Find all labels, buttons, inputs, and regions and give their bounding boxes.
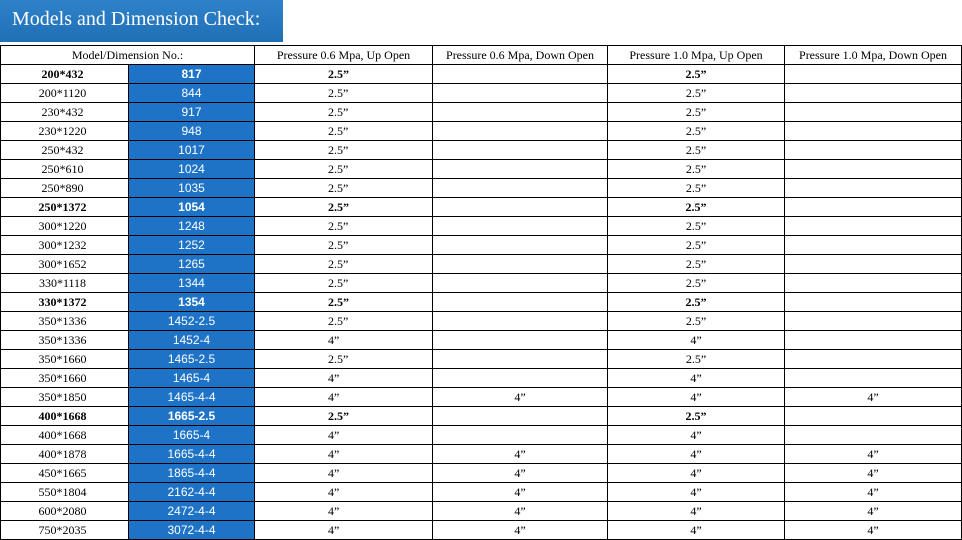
cell-p06-up: 2.5” — [255, 141, 433, 160]
cell-p06-down: 4” — [433, 445, 608, 464]
cell-model: 600*2080 — [1, 502, 129, 521]
cell-model: 250*890 — [1, 179, 129, 198]
cell-p10-down — [785, 426, 962, 445]
cell-model: 400*1878 — [1, 445, 129, 464]
cell-p06-up: 2.5” — [255, 84, 433, 103]
cell-dimension: 1252 — [129, 236, 255, 255]
cell-p10-up: 2.5” — [608, 274, 785, 293]
cell-model: 300*1220 — [1, 217, 129, 236]
table-row — [1, 122, 962, 141]
table-row — [1, 483, 962, 502]
models-dimension-table — [0, 45, 962, 540]
table-row — [1, 255, 962, 274]
cell-dimension: 917 — [129, 103, 255, 122]
cell-p10-up: 2.5” — [608, 122, 785, 141]
cell-p06-up: 2.5” — [255, 293, 433, 312]
cell-p06-down — [433, 255, 608, 274]
cell-p06-up: 2.5” — [255, 407, 433, 426]
cell-p10-up: 2.5” — [608, 255, 785, 274]
cell-p06-down — [433, 198, 608, 217]
cell-dimension: 1354 — [129, 293, 255, 312]
cell-p10-down: 4” — [785, 445, 962, 464]
cell-dimension: 3072-4-4 — [129, 521, 255, 540]
cell-p06-down — [433, 65, 608, 84]
cell-p06-up: 4” — [255, 331, 433, 350]
cell-dimension: 1248 — [129, 217, 255, 236]
table-row — [1, 141, 962, 160]
cell-p06-down — [433, 331, 608, 350]
cell-model: 350*1850 — [1, 388, 129, 407]
cell-dimension: 1054 — [129, 198, 255, 217]
cell-p10-up: 4” — [608, 331, 785, 350]
cell-p10-up: 4” — [608, 369, 785, 388]
cell-p06-up: 2.5” — [255, 198, 433, 217]
cell-p06-down — [433, 217, 608, 236]
cell-dimension: 1665-4-4 — [129, 445, 255, 464]
cell-p10-up: 2.5” — [608, 103, 785, 122]
cell-p06-up: 2.5” — [255, 65, 433, 84]
cell-p10-down — [785, 331, 962, 350]
cell-p10-down — [785, 217, 962, 236]
cell-p10-up: 2.5” — [608, 312, 785, 331]
cell-p06-down — [433, 293, 608, 312]
table-row — [1, 388, 962, 407]
cell-p06-down — [433, 122, 608, 141]
table-row — [1, 198, 962, 217]
cell-p06-up: 4” — [255, 445, 433, 464]
cell-p06-down: 4” — [433, 388, 608, 407]
cell-model: 350*1660 — [1, 350, 129, 369]
cell-p10-up: 4” — [608, 483, 785, 502]
cell-p10-down: 4” — [785, 502, 962, 521]
table-row — [1, 217, 962, 236]
cell-p10-up: 4” — [608, 521, 785, 540]
cell-p10-down: 4” — [785, 483, 962, 502]
cell-p06-up: 4” — [255, 502, 433, 521]
cell-p06-down — [433, 426, 608, 445]
cell-p06-down: 4” — [433, 483, 608, 502]
cell-p10-up: 2.5” — [608, 198, 785, 217]
table-row — [1, 521, 962, 540]
table-body — [1, 65, 962, 540]
cell-model: 200*432 — [1, 65, 129, 84]
cell-dimension: 1465-4-4 — [129, 388, 255, 407]
cell-p10-up: 2.5” — [608, 160, 785, 179]
cell-dimension: 817 — [129, 65, 255, 84]
cell-p10-up: 2.5” — [608, 84, 785, 103]
cell-dimension: 1465-2.5 — [129, 350, 255, 369]
cell-p10-down — [785, 255, 962, 274]
cell-p10-down — [785, 274, 962, 293]
header-p06-up: Pressure 0.6 Mpa, Up Open — [255, 46, 433, 65]
cell-p06-down: 4” — [433, 521, 608, 540]
table-row — [1, 103, 962, 122]
cell-p10-down — [785, 198, 962, 217]
cell-model: 250*610 — [1, 160, 129, 179]
cell-p06-up: 4” — [255, 521, 433, 540]
table-row — [1, 331, 962, 350]
cell-model: 350*1336 — [1, 312, 129, 331]
cell-p10-up: 2.5” — [608, 407, 785, 426]
cell-p06-up: 2.5” — [255, 255, 433, 274]
cell-dimension: 1452-4 — [129, 331, 255, 350]
cell-p10-up: 2.5” — [608, 179, 785, 198]
cell-p10-down — [785, 236, 962, 255]
cell-dimension: 1265 — [129, 255, 255, 274]
cell-p10-up: 2.5” — [608, 350, 785, 369]
table-row — [1, 445, 962, 464]
cell-p10-down — [785, 103, 962, 122]
cell-p06-down — [433, 141, 608, 160]
cell-p06-up: 4” — [255, 388, 433, 407]
cell-p10-down — [785, 160, 962, 179]
cell-p10-down — [785, 179, 962, 198]
cell-p10-up: 2.5” — [608, 217, 785, 236]
cell-dimension: 1665-2.5 — [129, 407, 255, 426]
cell-p06-up: 4” — [255, 369, 433, 388]
cell-p10-down — [785, 407, 962, 426]
table-row — [1, 312, 962, 331]
cell-dimension: 844 — [129, 84, 255, 103]
cell-dimension: 948 — [129, 122, 255, 141]
cell-p10-down: 4” — [785, 521, 962, 540]
cell-p10-up: 4” — [608, 464, 785, 483]
cell-dimension: 1035 — [129, 179, 255, 198]
cell-p10-down — [785, 350, 962, 369]
cell-p06-down — [433, 236, 608, 255]
cell-p06-down — [433, 160, 608, 179]
table-row — [1, 464, 962, 483]
cell-dimension: 1024 — [129, 160, 255, 179]
cell-p10-up: 4” — [608, 445, 785, 464]
cell-p10-down — [785, 122, 962, 141]
cell-p10-down — [785, 65, 962, 84]
cell-model: 300*1232 — [1, 236, 129, 255]
cell-dimension: 1865-4-4 — [129, 464, 255, 483]
cell-p10-up: 4” — [608, 502, 785, 521]
cell-p06-up: 2.5” — [255, 350, 433, 369]
cell-p06-down: 4” — [433, 502, 608, 521]
cell-dimension: 1017 — [129, 141, 255, 160]
cell-model: 350*1660 — [1, 369, 129, 388]
cell-p06-down — [433, 407, 608, 426]
cell-p10-up: 4” — [608, 426, 785, 445]
cell-p06-down — [433, 84, 608, 103]
cell-p10-down — [785, 312, 962, 331]
cell-p10-up: 2.5” — [608, 236, 785, 255]
cell-dimension: 2162-4-4 — [129, 483, 255, 502]
cell-model: 250*432 — [1, 141, 129, 160]
cell-dimension: 1465-4 — [129, 369, 255, 388]
cell-model: 400*1668 — [1, 407, 129, 426]
cell-dimension: 1344 — [129, 274, 255, 293]
cell-p06-down — [433, 312, 608, 331]
table-row — [1, 160, 962, 179]
cell-p10-down — [785, 141, 962, 160]
header-model-dimension: Model/Dimension No.: — [1, 46, 255, 65]
cell-p10-down — [785, 84, 962, 103]
cell-p10-down — [785, 293, 962, 312]
header-p06-down: Pressure 0.6 Mpa, Down Open — [433, 46, 608, 65]
cell-p10-up: 2.5” — [608, 65, 785, 84]
cell-model: 330*1118 — [1, 274, 129, 293]
cell-p10-down: 4” — [785, 388, 962, 407]
cell-model: 330*1372 — [1, 293, 129, 312]
page-title: Models and Dimension Check: — [0, 0, 283, 42]
cell-p06-up: 2.5” — [255, 312, 433, 331]
cell-p06-up: 2.5” — [255, 236, 433, 255]
cell-model: 230*432 — [1, 103, 129, 122]
cell-model: 750*2035 — [1, 521, 129, 540]
header-p10-up: Pressure 1.0 Mpa, Up Open — [608, 46, 785, 65]
cell-p10-down — [785, 369, 962, 388]
table-row — [1, 502, 962, 521]
cell-model: 550*1804 — [1, 483, 129, 502]
cell-p10-down: 4” — [785, 464, 962, 483]
cell-model: 250*1372 — [1, 198, 129, 217]
cell-p06-up: 2.5” — [255, 103, 433, 122]
cell-p10-up: 2.5” — [608, 293, 785, 312]
cell-p06-down — [433, 274, 608, 293]
cell-p10-up: 2.5” — [608, 141, 785, 160]
cell-p06-up: 2.5” — [255, 274, 433, 293]
cell-dimension: 2472-4-4 — [129, 502, 255, 521]
table-header-row — [1, 46, 962, 65]
table-row — [1, 65, 962, 84]
cell-p10-up: 4” — [608, 388, 785, 407]
table-row — [1, 84, 962, 103]
cell-p06-down — [433, 350, 608, 369]
table-row — [1, 179, 962, 198]
cell-p06-down — [433, 179, 608, 198]
table-row — [1, 369, 962, 388]
cell-model: 230*1220 — [1, 122, 129, 141]
cell-p06-up: 2.5” — [255, 160, 433, 179]
cell-model: 200*1120 — [1, 84, 129, 103]
table-row — [1, 350, 962, 369]
table-row — [1, 426, 962, 445]
table-row — [1, 407, 962, 426]
cell-model: 350*1336 — [1, 331, 129, 350]
cell-p06-up: 2.5” — [255, 217, 433, 236]
table-row — [1, 236, 962, 255]
cell-p06-up: 4” — [255, 426, 433, 445]
cell-dimension: 1452-2.5 — [129, 312, 255, 331]
header-p10-down: Pressure 1.0 Mpa, Down Open — [785, 46, 962, 65]
cell-p06-up: 2.5” — [255, 179, 433, 198]
cell-p06-down: 4” — [433, 464, 608, 483]
cell-model: 400*1668 — [1, 426, 129, 445]
cell-model: 300*1652 — [1, 255, 129, 274]
cell-dimension: 1665-4 — [129, 426, 255, 445]
cell-p06-up: 4” — [255, 464, 433, 483]
cell-model: 450*1665 — [1, 464, 129, 483]
cell-p06-up: 4” — [255, 483, 433, 502]
cell-p06-up: 2.5” — [255, 122, 433, 141]
table-row — [1, 274, 962, 293]
cell-p06-down — [433, 369, 608, 388]
cell-p06-down — [433, 103, 608, 122]
table-row — [1, 293, 962, 312]
